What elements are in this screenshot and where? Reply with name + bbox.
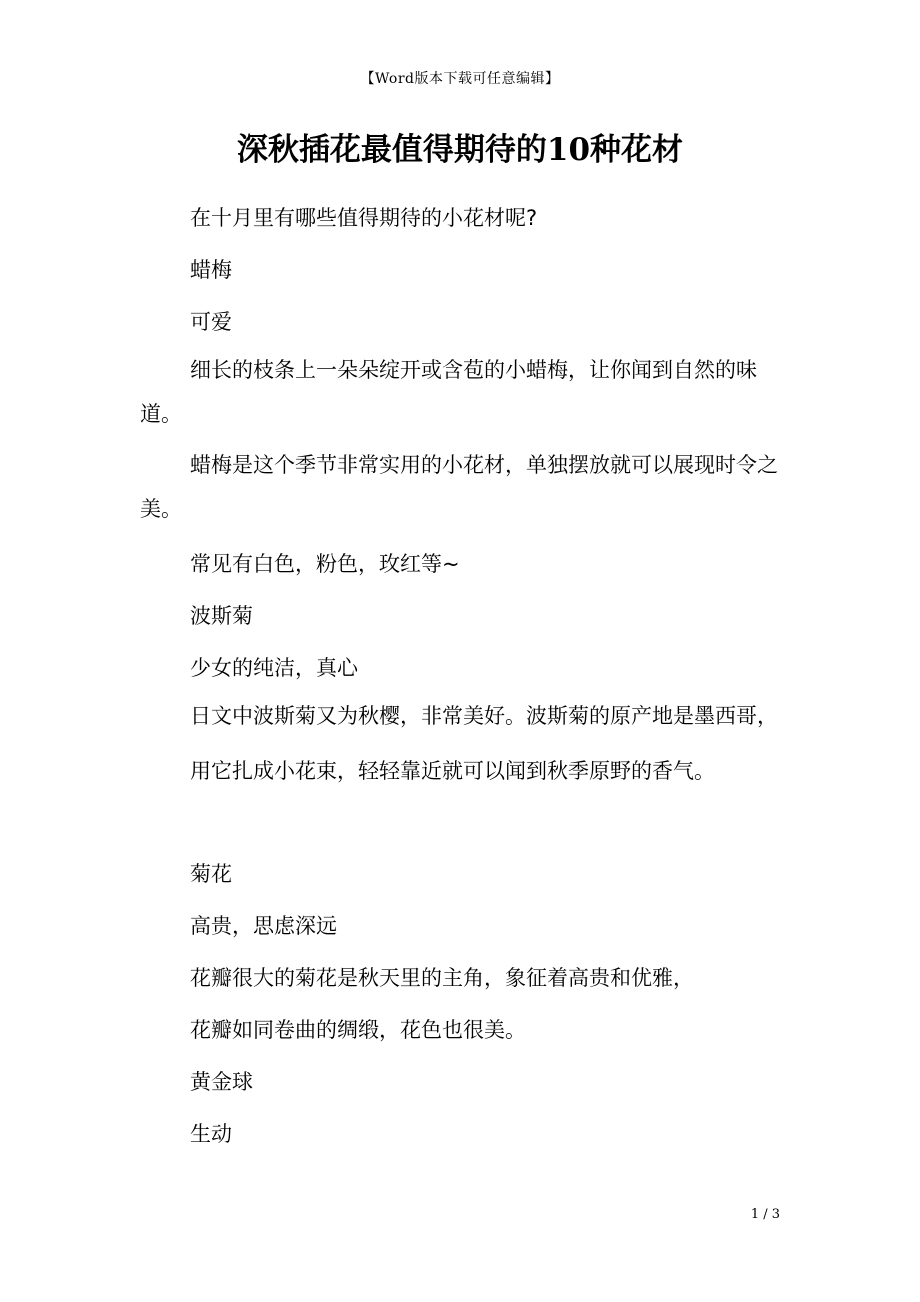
section-heading-lamei: 蜡梅 <box>190 258 232 282</box>
section-line-juhua-2: 花瓣如同卷曲的绸缎，花色也很美。 <box>190 1018 526 1042</box>
section-heading-huangjinqiu: 黄金球 <box>190 1070 253 1094</box>
section-meaning-bosiju: 少女的纯洁，真心 <box>190 656 358 680</box>
section-note-lamei: 常见有白色，粉色，玫红等~ <box>190 552 460 576</box>
section-meaning-lamei: 可爱 <box>190 310 232 334</box>
section-line-juhua-1: 花瓣很大的菊花是秋天里的主角，象征着高贵和优雅， <box>190 966 694 990</box>
section-meaning-huangjinqiu: 生动 <box>190 1122 232 1146</box>
document-body <box>140 192 795 1160</box>
page-number: 1 / 3 <box>750 1207 780 1222</box>
intro-line: 在十月里有哪些值得期待的小花材呢? <box>190 206 538 230</box>
document-banner: 【Word版本下载可任意编辑】 <box>360 71 560 87</box>
section-paragraph-lamei-1: 细长的枝条上一朵朵绽开或含苞的小蜡梅，让你闻到自然的味道。 <box>140 358 757 426</box>
section-note-bosiju: 用它扎成小花束，轻轻靠近就可以闻到秋季原野的香气。 <box>190 759 715 783</box>
paragraph-gap <box>140 797 795 848</box>
section-paragraph-lamei-2: 蜡梅是这个季节非常实用的小花材，单独摆放就可以展现时令之美。 <box>140 453 778 521</box>
section-meaning-juhua: 高贵，思虑深远 <box>190 914 337 938</box>
section-heading-juhua: 菊花 <box>190 862 232 886</box>
document-title: 深秋插花最值得期待的10种花材 <box>236 132 684 168</box>
section-heading-bosiju: 波斯菊 <box>190 604 253 628</box>
section-paragraph-bosiju-1: 日文中波斯菊又为秋樱，非常美好。波斯菊的原产地是墨西哥， <box>190 704 778 728</box>
